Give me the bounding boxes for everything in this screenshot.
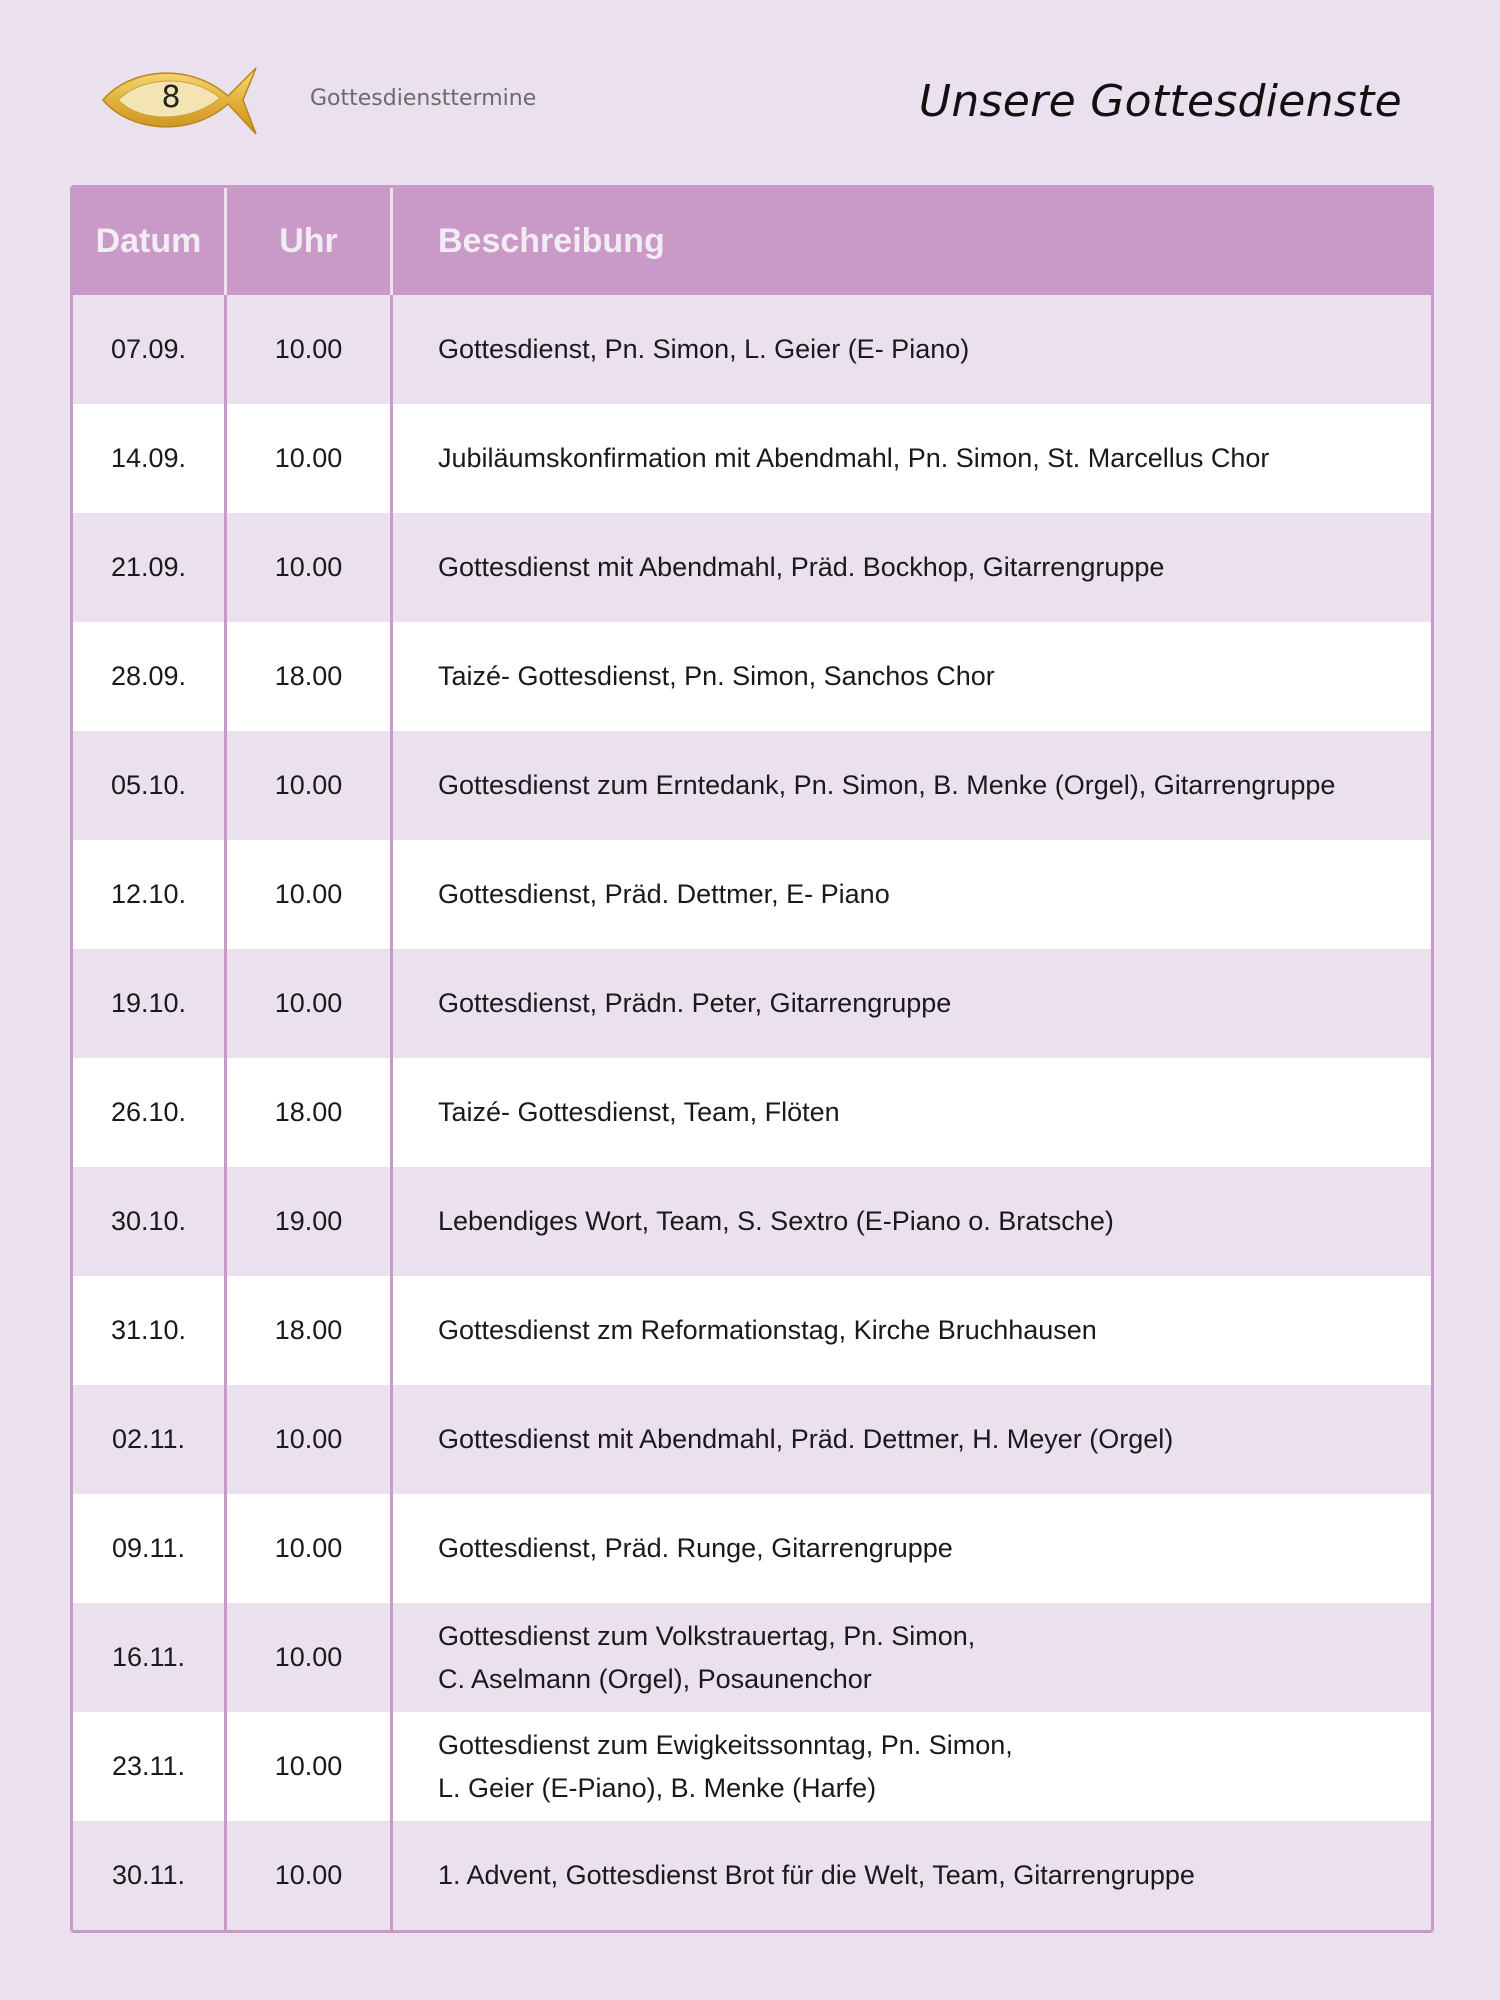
date-cell: 28.09. <box>73 622 227 731</box>
column-header-description: Beschreibung <box>438 222 665 260</box>
table-body <box>73 295 1431 1930</box>
page-number: 8 <box>161 80 181 115</box>
time-cell: 10.00 <box>227 1712 393 1821</box>
table-row <box>73 1167 1431 1276</box>
description-cell <box>393 731 1431 840</box>
table-row <box>73 404 1431 513</box>
description-text: Gottesdienst mit Abendmahl, Präd. Dettmer, H. Meyer (Orgel) <box>438 1424 1174 1454</box>
section-label: Gottesdiensttermine <box>310 86 537 111</box>
description-cell <box>393 622 1431 731</box>
description-text: Taizé- Gottesdienst, Pn. Simon, Sanchos Chor <box>438 661 995 691</box>
description-text: Taizé- Gottesdienst, Team, Flöten <box>438 1097 840 1127</box>
time-cell: 18.00 <box>227 1058 393 1167</box>
table-row <box>73 1276 1431 1385</box>
table-row <box>73 731 1431 840</box>
time-cell: 18.00 <box>227 622 393 731</box>
description-cell <box>393 404 1431 513</box>
description-cell <box>393 1276 1431 1385</box>
time-cell: 18.00 <box>227 1276 393 1385</box>
description-cell <box>393 1712 1431 1821</box>
table-row <box>73 1603 1431 1712</box>
date-cell: 31.10. <box>73 1276 227 1385</box>
time-cell: 10.00 <box>227 840 393 949</box>
description-text: Gottesdienst zum Volkstrauertag, Pn. Simon, C. Aselmann (Orgel), Posaunenchor <box>438 1620 976 1694</box>
table-header-row <box>73 188 1431 295</box>
table-row <box>73 513 1431 622</box>
column-header-time: Uhr <box>227 188 393 295</box>
description-text: Gottesdienst zum Erntedank, Pn. Simon, B. Menke (Orgel), Gitarrengruppe <box>438 770 1336 800</box>
table-row <box>73 1385 1431 1494</box>
description-text: 1. Advent, Gottesdienst Brot für die Welt, Team, Gitarrengruppe <box>438 1860 1195 1890</box>
date-cell: 14.09. <box>73 404 227 513</box>
description-text: Gottesdienst, Präd. Dettmer, E- Piano <box>438 879 890 909</box>
description-cell <box>393 949 1431 1058</box>
date-cell: 16.11. <box>73 1603 227 1712</box>
time-cell: 10.00 <box>227 1821 393 1930</box>
description-text: Jubiläumskonfirmation mit Abendmahl, Pn. Simon, St. Marcellus Chor <box>438 443 1270 473</box>
date-cell: 02.11. <box>73 1385 227 1494</box>
date-cell: 21.09. <box>73 513 227 622</box>
description-text: Lebendiges Wort, Team, S. Sextro (E-Piano o. Bratsche) <box>438 1206 1114 1236</box>
column-header-date: Datum <box>73 188 227 295</box>
table-row <box>73 1058 1431 1167</box>
table-row <box>73 622 1431 731</box>
time-cell: 10.00 <box>227 731 393 840</box>
description-text: Gottesdienst mit Abendmahl, Präd. Bockhop, Gitarrengruppe <box>438 552 1165 582</box>
date-cell: 07.09. <box>73 295 227 404</box>
page-title: Unsere Gottesdienste <box>918 76 1402 127</box>
description-text: Gottesdienst zum Ewigkeitssonntag, Pn. Simon, L. Geier (E-Piano), B. Menke (Harfe) <box>438 1729 1013 1803</box>
time-cell: 19.00 <box>227 1167 393 1276</box>
description-text: Gottesdienst, Pn. Simon, L. Geier (E- Piano) <box>438 334 970 364</box>
table-row <box>73 1494 1431 1603</box>
date-cell: 23.11. <box>73 1712 227 1821</box>
date-cell: 30.10. <box>73 1167 227 1276</box>
table-row <box>73 295 1431 404</box>
description-cell <box>393 1603 1431 1712</box>
description-cell <box>393 1167 1431 1276</box>
description-cell <box>393 1058 1431 1167</box>
date-cell: 30.11. <box>73 1821 227 1930</box>
description-cell <box>393 513 1431 622</box>
description-text: Gottesdienst zm Reformationstag, Kirche Bruchhausen <box>438 1315 1097 1345</box>
description-cell <box>393 1821 1431 1930</box>
time-cell: 10.00 <box>227 1603 393 1712</box>
description-cell <box>393 1385 1431 1494</box>
table-row <box>73 1821 1431 1930</box>
time-cell: 10.00 <box>227 1494 393 1603</box>
table-row <box>73 949 1431 1058</box>
description-cell <box>393 840 1431 949</box>
time-cell: 10.00 <box>227 295 393 404</box>
date-cell: 05.10. <box>73 731 227 840</box>
description-text: Gottesdienst, Prädn. Peter, Gitarrengruppe <box>438 988 952 1018</box>
time-cell: 10.00 <box>227 949 393 1058</box>
services-table <box>70 185 1434 1933</box>
table-row <box>73 1712 1431 1821</box>
date-cell: 26.10. <box>73 1058 227 1167</box>
date-cell: 12.10. <box>73 840 227 949</box>
description-text: Gottesdienst, Präd. Runge, Gitarrengruppe <box>438 1533 953 1563</box>
date-cell: 19.10. <box>73 949 227 1058</box>
date-cell: 09.11. <box>73 1494 227 1603</box>
table-row <box>73 840 1431 949</box>
description-cell <box>393 1494 1431 1603</box>
time-cell: 10.00 <box>227 513 393 622</box>
description-cell <box>393 295 1431 404</box>
time-cell: 10.00 <box>227 1385 393 1494</box>
time-cell: 10.00 <box>227 404 393 513</box>
